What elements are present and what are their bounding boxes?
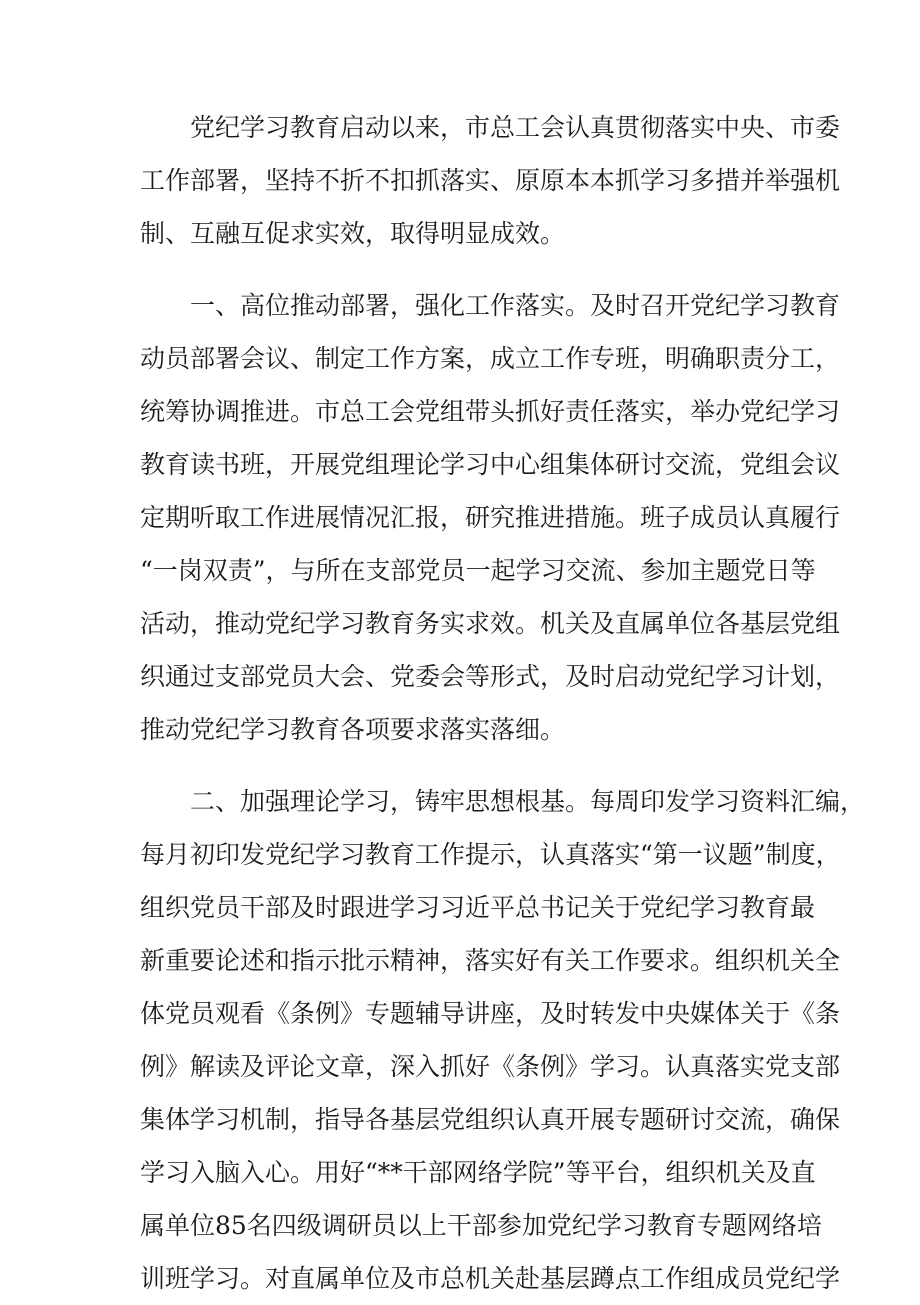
paragraph-3-line-8: 学习入脑入心。用好“**干部网络学院”等平台，组织机关及直 <box>140 1158 816 1187</box>
document-body <box>140 101 866 1305</box>
paragraph-1-line-3: 制、互融互促求实效，取得明显成效。 <box>140 219 566 248</box>
paragraph-3-line-1: 二、加强理论学习，铸牢思想根基。每周印发学习资料汇编， <box>190 787 866 816</box>
paragraph-3-line-5: 体党员观看《条例》专题辅导讲座，及时转发中央媒体关于《条 <box>140 999 841 1028</box>
paragraph-2-line-4: 教育读书班，开展党组理论学习中心组集体研讨交流，党组会议 <box>140 450 841 479</box>
paragraph-2-line-6: “一岗双责”，与所在支部党员一起学习交流、参加主题党日等 <box>140 556 816 585</box>
paragraph-1-line-2: 工作部署，坚持不折不扣抓落实、原原本本抓学习多措并举强机 <box>140 166 841 195</box>
paragraph-3-line-3: 组织党员干部及时跟进学习习近平总书记关于党纪学习教育最 <box>140 893 816 922</box>
paragraph-2-line-7: 活动，推动党纪学习教育务实求效。机关及直属单位各基层党组 <box>140 609 841 638</box>
paragraph-1-line-1: 党纪学习教育启动以来，市总工会认真贯彻落实中央、市委 <box>190 113 841 142</box>
paragraph-3-line-2: 每月初印发党纪学习教育工作提示，认真落实“第一议题”制度， <box>140 840 841 869</box>
paragraph-3-line-10: 训班学习。对直属单位及市总机关赴基层蹲点工作组成员党纪学 <box>140 1264 841 1293</box>
paragraph-2-line-2: 动员部署会议、制定工作方案，成立工作专班，明确职责分工， <box>140 344 841 373</box>
paragraph-2-line-8: 织通过支部党员大会、党委会等形式，及时启动党纪学习计划， <box>140 662 841 691</box>
paragraph-2-line-1: 一、高位推动部署，强化工作落实。及时召开党纪学习教育 <box>190 291 841 320</box>
paragraph-2-line-5: 定期听取工作进展情况汇报，研究推进措施。班子成员认真履行 <box>140 503 841 532</box>
paragraph-3-line-4: 新重要论述和指示批示精神，落实好有关工作要求。组织机关全 <box>140 946 841 975</box>
paragraph-2-line-9: 推动党纪学习教育各项要求落实落细。 <box>140 715 566 744</box>
paragraph-3-line-9: 属单位85名四级调研员以上干部参加党纪学习教育专题网络培 <box>140 1211 822 1240</box>
paragraph-2-line-3: 统筹协调推进。市总工会党组带头抓好责任落实，举办党纪学习 <box>140 397 841 426</box>
paragraph-3-line-6: 例》解读及评论文章，深入抓好《条例》学习。认真落实党支部 <box>140 1052 841 1081</box>
paragraph-3-line-7: 集体学习机制，指导各基层党组织认真开展专题研讨交流，确保 <box>140 1105 841 1134</box>
